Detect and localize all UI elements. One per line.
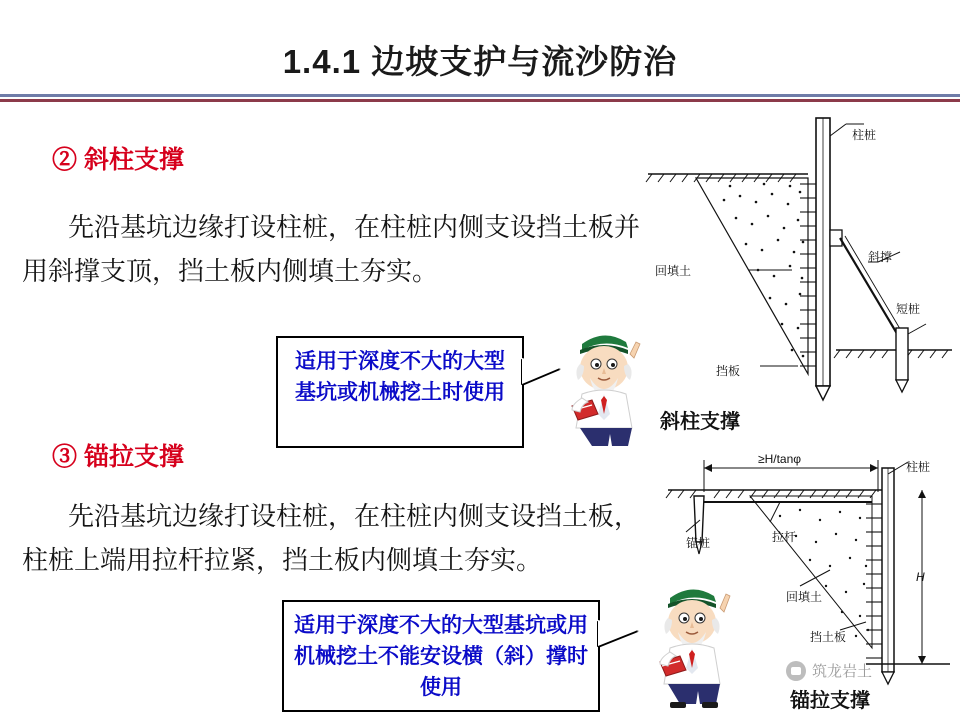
section-paragraph-anchor-tie: [22, 494, 642, 582]
figure1-caption: 斜柱支撑: [660, 411, 740, 433]
figure1-label-pile: 柱桩: [852, 128, 877, 142]
figure1-label-brace: 斜撑: [868, 250, 893, 264]
figure2-caption: 锚拉支撑: [790, 690, 870, 712]
title-divider: [0, 94, 960, 104]
professor-character-2: [640, 570, 750, 710]
professor-character-1: [552, 320, 660, 448]
figure2-label-pile: 柱桩: [906, 460, 931, 474]
figure2-label-anchor-pile: 锚桩: [686, 536, 711, 550]
watermark-text: 筑龙岩土: [812, 663, 873, 680]
figure1-label-backfill: 回填土: [655, 264, 692, 278]
section-heading-anchor-tie: ③ 锚拉支撑: [52, 443, 184, 471]
callout-tail-anchor-tie: [598, 620, 638, 646]
figure2-label-dimension: ≥H/tanφ: [758, 452, 802, 466]
figure2-label-height: H: [916, 570, 925, 584]
figure2-label-tie-rod: 拉杆: [772, 530, 797, 544]
watermark: [786, 660, 872, 681]
divider-bar-maroon: [0, 99, 960, 102]
callout-box-anchor-tie: 适用于深度不大的大型基坑或用机械挖土不能安设横（斜）撑时使用: [282, 600, 600, 712]
figure2-label-earth-board: 挡土板: [810, 630, 847, 644]
page-title: 1.4.1 边坡支护与流沙防治: [282, 43, 678, 80]
section-paragraph-inclined-column: [22, 205, 642, 293]
divider-bar-blue: [0, 94, 960, 97]
figure2-label-backfill: 回填土: [786, 590, 823, 604]
figure1-label-short-pile: 短桩: [896, 302, 921, 316]
paragraph-text: 先沿基坑边缘打设柱桩，在柱桩内侧支设挡土板并用斜撑支顶，挡土板内侧填土夯实。: [22, 212, 641, 286]
watermark-logo-icon: [786, 661, 806, 681]
section-heading-inclined-column: ② 斜柱支撑: [52, 146, 184, 174]
figure1-label-board: 挡板: [716, 364, 741, 378]
callout-box-inclined-column: 适用于深度不大的大型基坑或机械挖土时使用: [276, 336, 524, 448]
paragraph-text: 先沿基坑边缘打设柱桩，在柱桩内侧支设挡土板，柱桩上端用拉杆拉紧，挡土板内侧填土夯实。: [22, 501, 641, 575]
